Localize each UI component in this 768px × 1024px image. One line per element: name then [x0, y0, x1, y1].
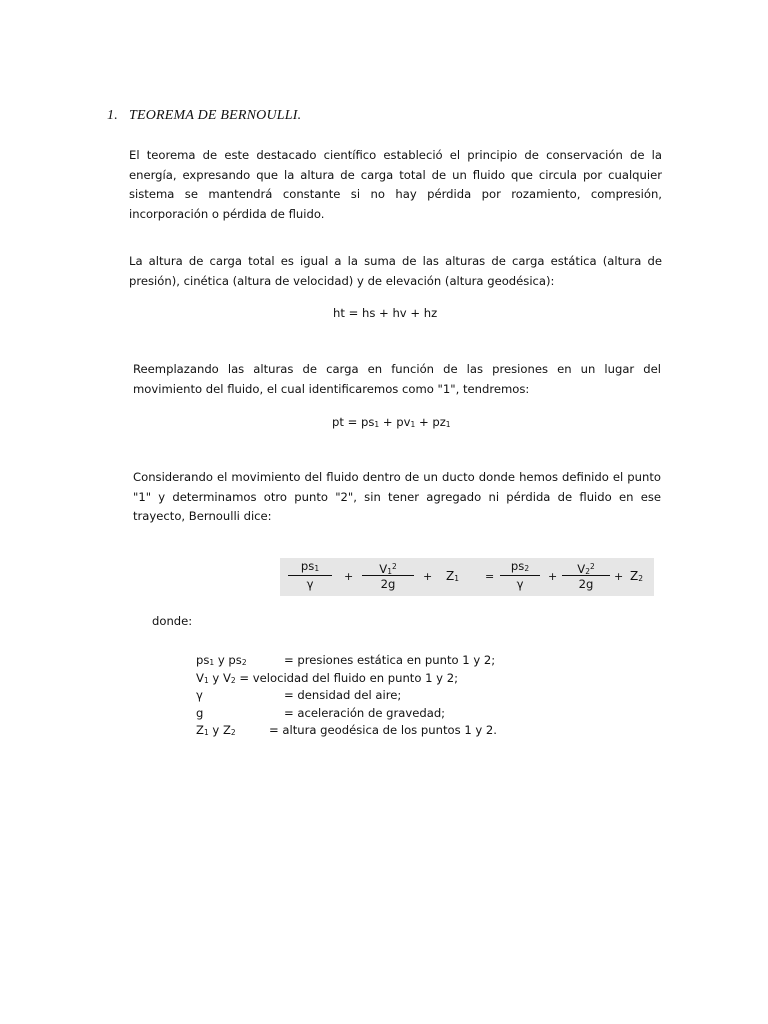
equation-pressures: pt = $ps_1 + pv_1 + pz_1$: [332, 415, 451, 429]
fraction-v2-2g: $V_2^2$ 2g: [562, 558, 610, 593]
equation-heights: ht = hs + hv + hz: [333, 306, 438, 320]
section-number: 1.: [107, 108, 118, 123]
z2-term: $Z_2$: [630, 569, 644, 583]
equals-sign: =: [485, 570, 495, 583]
fraction-v1-2g: $V_1^2$ 2g: [362, 558, 414, 593]
paragraph-intro: El teorema de este destacado científico estableció el principio de conservación de la energía, expresando que la altura de carga total de un fluido que circula por cualquier sistema se mantendrá constante si no hay pérdida por rozamiento, compresión, incorporación o pérdida de fluido.: [129, 148, 662, 221]
fraction-ps2-gamma: $ps_2$ γ: [500, 558, 540, 593]
plus-sign: +: [614, 570, 624, 583]
paragraph-bernoulli: Considerando el movimiento del fluido dentro de un ducto donde hemos definido el punto "1" y determinamos otro punto "2", sin tener agregado ni pérdida de fluido en ese trayecto, Bernoulli dice:: [133, 470, 661, 523]
plus-sign: +: [423, 570, 433, 583]
plus-sign: +: [344, 570, 354, 583]
paragraph-pressures: Reemplazando las alturas de carga en función de las presiones en un lugar del movimiento del fluido, el cual identificaremos como "1", tendremos:: [133, 362, 661, 396]
section-heading: [107, 108, 301, 124]
bernoulli-equation: [280, 558, 654, 596]
document-page: 1. TEOREMA DE BERNOULLI. El teorema de este destacado científico estableció el principio de conservación de la energía, expresando que la altura de carga total de un fluido que circula por cualquier sistema se mantendrá constante si no hay pérdida por rozamiento, compresión, incorporación o pérdida de fluido. La altura de carga total es igual a la suma de las alturas de carga estática (altura de presión), cinética (altura de velocidad) y de elevación (altura geodésica): ht = hs + hv + hz Reemplazando las alturas de carga en función de las presiones en un lugar del movimiento del fluido, el cual identificaremos como "1", tendremos: pt = $ps_1 + pv_1 + pz_1$ Considerando el movimiento del fluido dentro de un ducto donde hemos definido el punto "1" y determinamos otro punto "2", sin tener agregado ni pérdida de fluido en ese trayecto, Bernoulli dice: $ps_1$ γ + $V_1^2$ 2g + $Z_1$ = $ps_2$ γ + $V_2^2$ 2g + $Z_2$ donde: $ps_1$ y $ps_2$ = presiones estática en punto 1 y 2; $V_1$ y $V_2$ = velocidad del fluido en punto 1 y 2; γ = densidad del aire; g = aceleración de gravedad; $Z_1$ y $Z_2$ = altura geodésica de los puntos 1 y 2.: [107, 108, 662, 737]
fraction-ps1-gamma: $ps_1$ γ: [288, 558, 332, 593]
z1-term: $Z_1$: [446, 569, 460, 583]
plus-sign: +: [548, 570, 558, 583]
section-title: TEOREMA DE BERNOULLI.: [129, 108, 302, 123]
donde-label: donde:: [152, 614, 193, 628]
paragraph-total-head: La altura de carga total es igual a la suma de las alturas de carga estática (altura de presión), cinética (altura de velocidad) y de elevación (altura geodésica):: [129, 254, 662, 288]
